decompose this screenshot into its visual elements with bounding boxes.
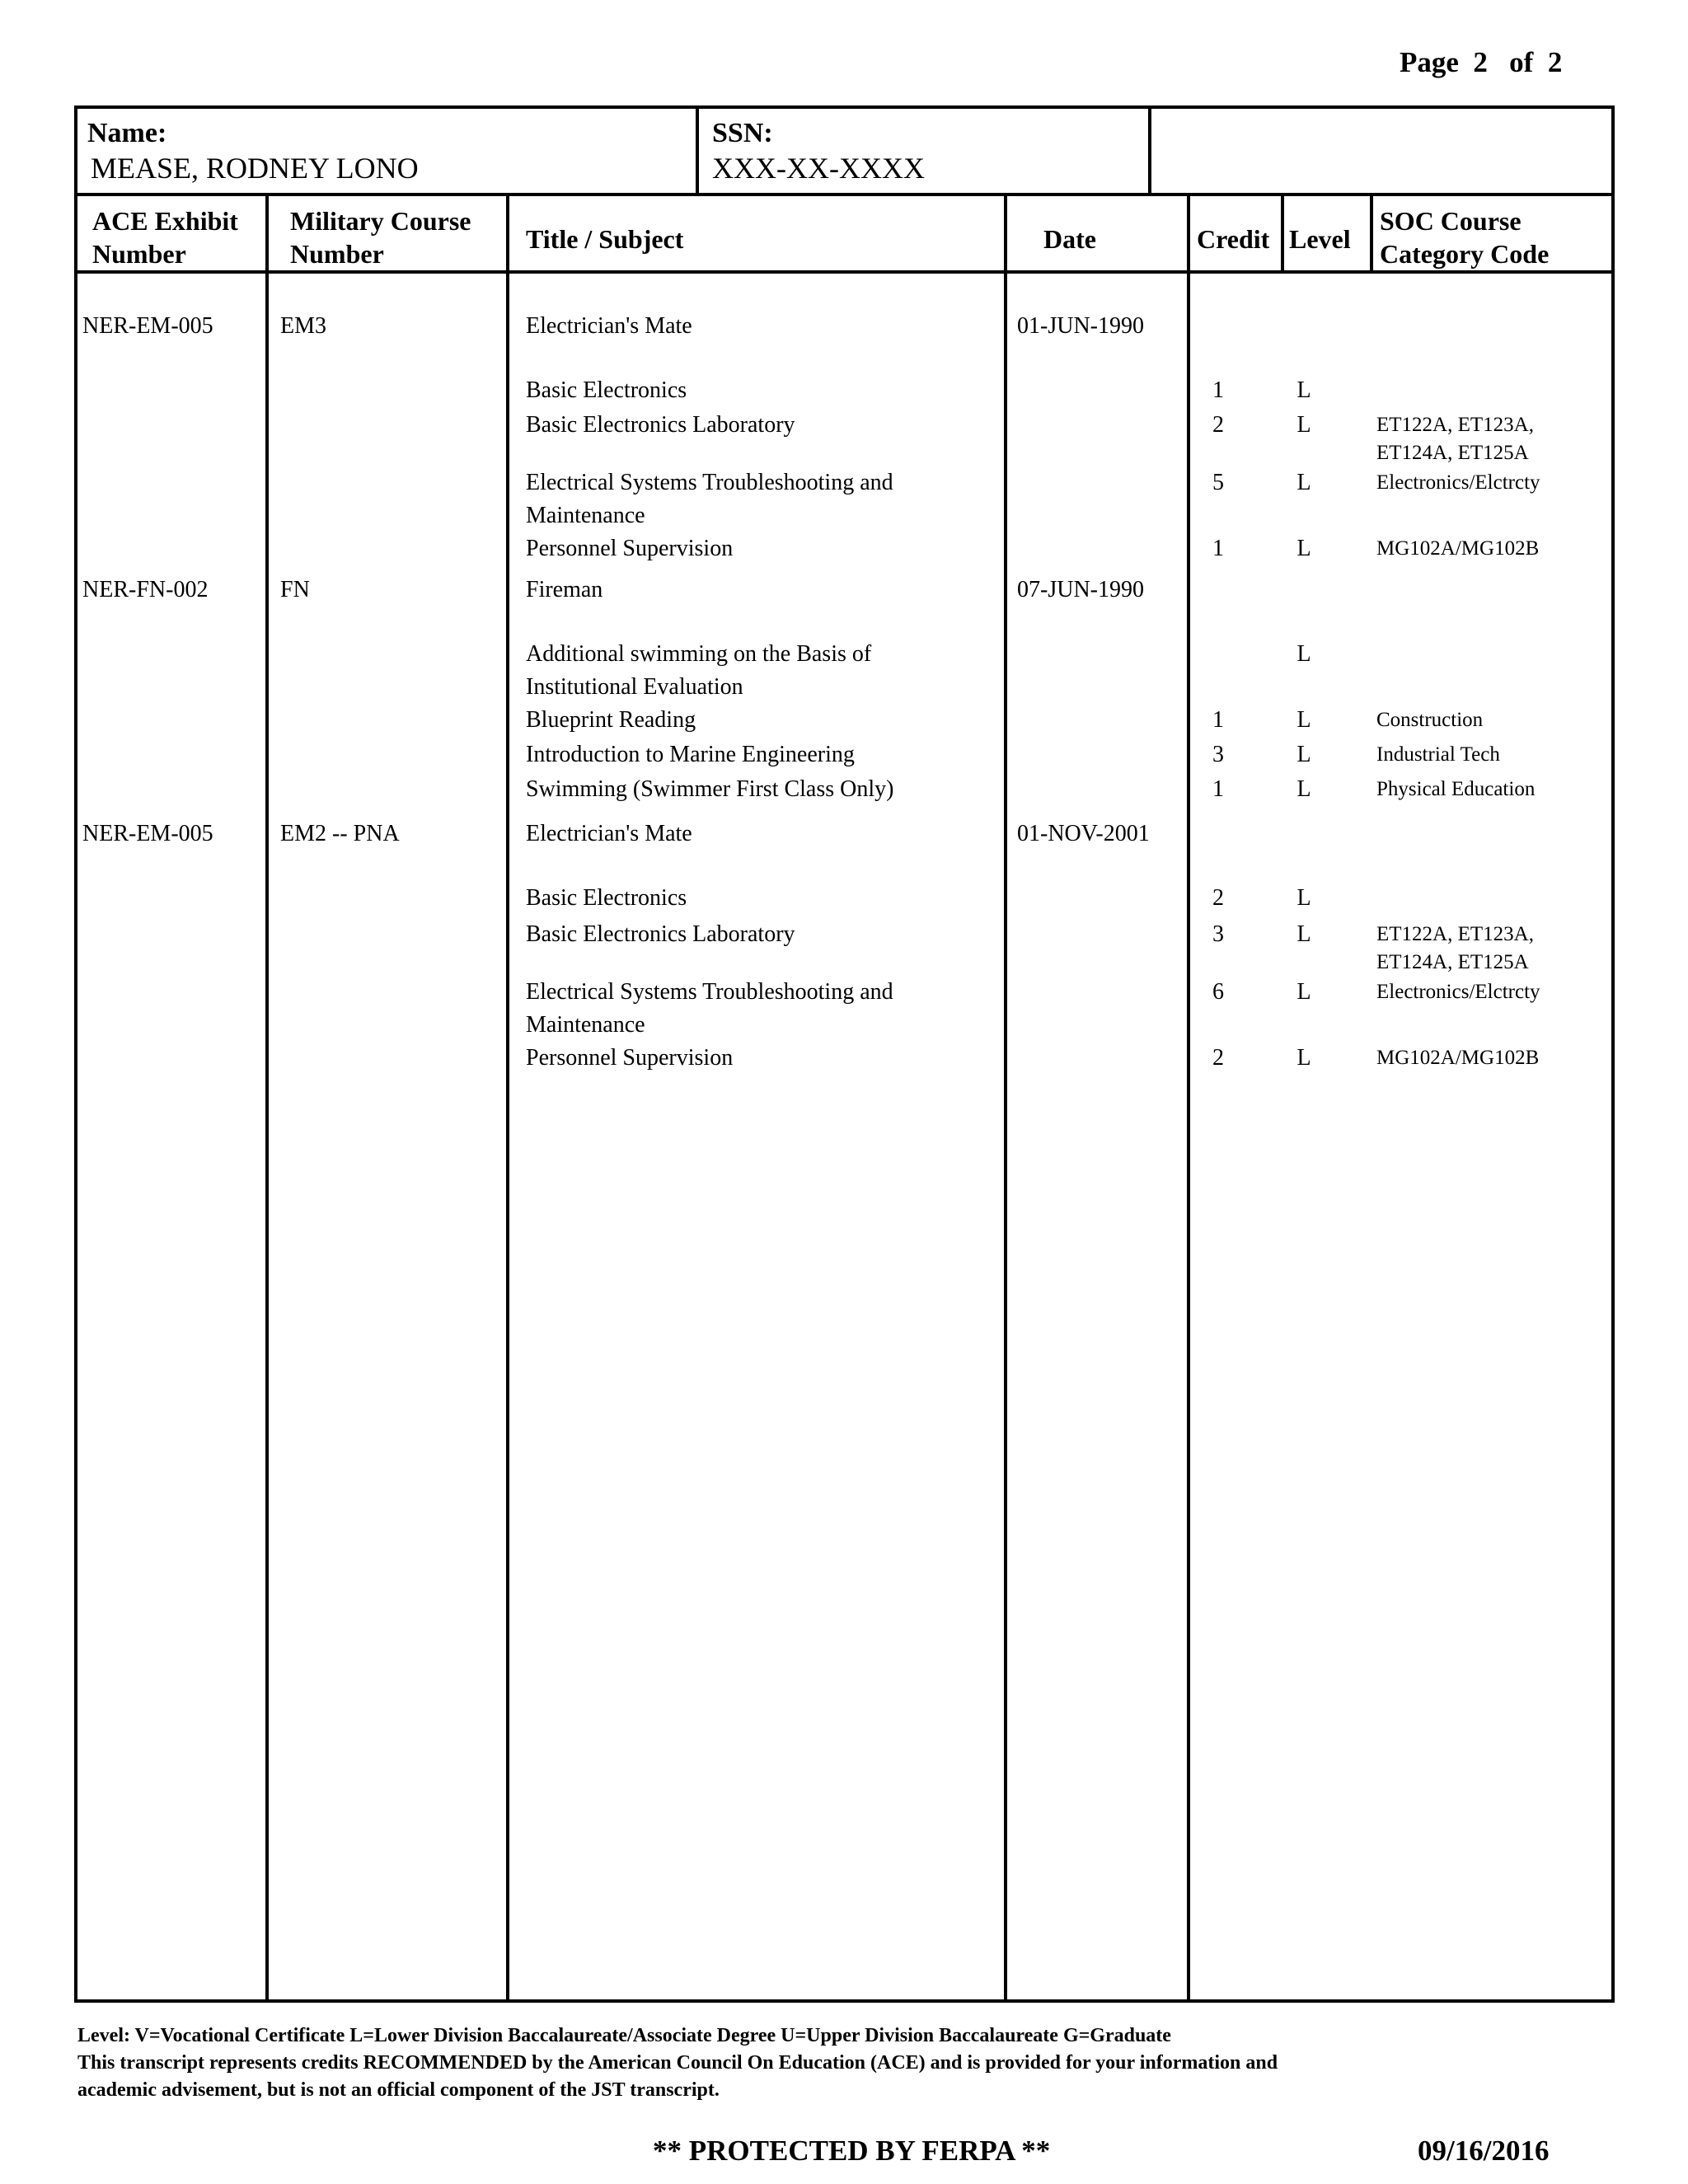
row-1-credit: 1 xyxy=(1212,377,1224,403)
row-12-level: L xyxy=(1296,921,1311,947)
row-13-level: L xyxy=(1296,979,1311,1005)
row-2-soc1: ET122A, ET123A, xyxy=(1376,414,1534,436)
col-soc-line2: Category Code xyxy=(1380,239,1550,269)
row-0-ace: NER-EM-005 xyxy=(82,313,213,339)
row-5-mil: FN xyxy=(280,577,310,602)
row-13-title2: Maintenance xyxy=(526,1012,645,1038)
row-9-title: Swimming (Swimmer First Class Only) xyxy=(526,776,894,802)
header-divider xyxy=(74,193,1615,196)
row-8-title: Introduction to Marine Engineering xyxy=(526,742,855,767)
row-14-level: L xyxy=(1296,1045,1311,1071)
name-value: MEASE, RODNEY LONO xyxy=(91,152,419,185)
row-9-soc1: Physical Education xyxy=(1376,778,1536,800)
page-label: Page xyxy=(1400,46,1459,78)
row-13-title: Electrical Systems Troubleshooting and xyxy=(526,979,893,1005)
col-divider-3 xyxy=(1004,193,1007,2003)
row-13-soc1: Electronics/Elctrcty xyxy=(1376,981,1540,1003)
col-divider-4 xyxy=(1187,193,1190,2003)
row-5-title: Fireman xyxy=(526,577,603,602)
page-of-label: of xyxy=(1509,46,1534,78)
row-6-title: Additional swimming on the Basis of xyxy=(526,641,872,667)
row-9-credit: 1 xyxy=(1212,776,1224,802)
row-2-level: L xyxy=(1296,412,1311,438)
row-8-level: L xyxy=(1296,742,1311,767)
row-3-level: L xyxy=(1296,470,1311,495)
name-label: Name: xyxy=(87,118,167,148)
row-12-title: Basic Electronics Laboratory xyxy=(526,921,795,947)
ferpa-notice: ** PROTECTED BY FERPA ** xyxy=(653,2135,1051,2167)
row-11-title: Basic Electronics xyxy=(526,885,687,911)
row-6-level: L xyxy=(1296,641,1311,667)
row-14-soc1: MG102A/MG102B xyxy=(1376,1047,1540,1069)
row-3-title2: Maintenance xyxy=(526,503,645,528)
ssn-value: XXX-XX-XXXX xyxy=(712,152,925,185)
row-3-credit: 5 xyxy=(1212,470,1224,495)
row-12-credit: 3 xyxy=(1212,921,1224,947)
blank-divider xyxy=(1148,105,1151,194)
col-divider-2 xyxy=(506,193,509,2003)
col-soc-line1: SOC Course xyxy=(1380,206,1522,236)
level-legend: Level: V=Vocational Certificate L=Lower Division Baccalaureate/Associate Degree U=Upper Division Baccalaureate G=Graduate xyxy=(77,2025,1171,2046)
row-10-ace: NER-EM-005 xyxy=(82,821,213,846)
col-divider-6 xyxy=(1370,193,1373,274)
col-title: Title / Subject xyxy=(526,224,684,254)
disclaimer-line-1: This transcript represents credits RECOMMENDED by the American Council On Education (ACE) and is provided for your information and xyxy=(77,2052,1278,2074)
row-0-date: 01-JUN-1990 xyxy=(1017,313,1144,339)
row-8-credit: 3 xyxy=(1212,742,1224,767)
col-ace-line1: ACE Exhibit xyxy=(92,206,238,236)
row-2-soc2: ET124A, ET125A xyxy=(1376,442,1529,464)
row-5-date: 07-JUN-1990 xyxy=(1017,577,1144,602)
col-divider-1 xyxy=(265,193,269,2003)
row-13-credit: 6 xyxy=(1212,979,1224,1005)
row-11-credit: 2 xyxy=(1212,885,1224,911)
row-9-level: L xyxy=(1296,776,1311,802)
row-12-soc1: ET122A, ET123A, xyxy=(1376,923,1534,945)
col-mil-line2: Number xyxy=(290,239,384,269)
row-12-soc2: ET124A, ET125A xyxy=(1376,951,1529,973)
page-number: 2 xyxy=(1473,46,1488,78)
page-total: 2 xyxy=(1547,46,1563,78)
row-7-title: Blueprint Reading xyxy=(526,707,696,733)
row-14-title: Personnel Supervision xyxy=(526,1045,734,1071)
row-2-title: Basic Electronics Laboratory xyxy=(526,412,795,438)
column-header-divider xyxy=(74,270,1615,274)
page-indicator xyxy=(1400,46,1562,79)
row-2-credit: 2 xyxy=(1212,412,1224,438)
row-7-level: L xyxy=(1296,707,1311,733)
col-date: Date xyxy=(1043,224,1096,254)
col-mil-line1: Military Course xyxy=(290,206,471,236)
row-10-title: Electrician's Mate xyxy=(526,821,692,846)
row-7-soc1: Construction xyxy=(1376,709,1484,731)
ssn-label: SSN: xyxy=(712,118,773,148)
col-level: Level xyxy=(1289,224,1351,254)
row-0-title: Electrician's Mate xyxy=(526,313,692,339)
row-10-mil: EM2 -- PNA xyxy=(280,821,400,846)
row-1-title: Basic Electronics xyxy=(526,377,687,403)
row-1-level: L xyxy=(1296,377,1311,403)
print-date: 09/16/2016 xyxy=(1418,2135,1550,2167)
row-11-level: L xyxy=(1296,885,1311,911)
col-divider-5 xyxy=(1281,193,1284,274)
row-4-level: L xyxy=(1296,536,1311,561)
row-10-date: 01-NOV-2001 xyxy=(1017,821,1150,846)
row-3-soc1: Electronics/Elctrcty xyxy=(1376,471,1540,494)
col-ace-line2: Number xyxy=(92,239,186,269)
row-5-ace: NER-FN-002 xyxy=(82,577,209,602)
row-4-soc1: MG102A/MG102B xyxy=(1376,537,1540,560)
row-14-credit: 2 xyxy=(1212,1045,1224,1071)
col-credit: Credit xyxy=(1197,224,1270,254)
ssn-divider xyxy=(696,105,699,194)
row-3-title: Electrical Systems Troubleshooting and xyxy=(526,470,893,495)
row-4-credit: 1 xyxy=(1212,536,1224,561)
row-7-credit: 1 xyxy=(1212,707,1224,733)
row-4-title: Personnel Supervision xyxy=(526,536,734,561)
disclaimer-line-2: academic advisement, but is not an official component of the JST transcript. xyxy=(77,2079,720,2101)
row-8-soc1: Industrial Tech xyxy=(1376,743,1500,766)
row-0-mil: EM3 xyxy=(280,313,326,339)
row-6-title2: Institutional Evaluation xyxy=(526,674,743,700)
